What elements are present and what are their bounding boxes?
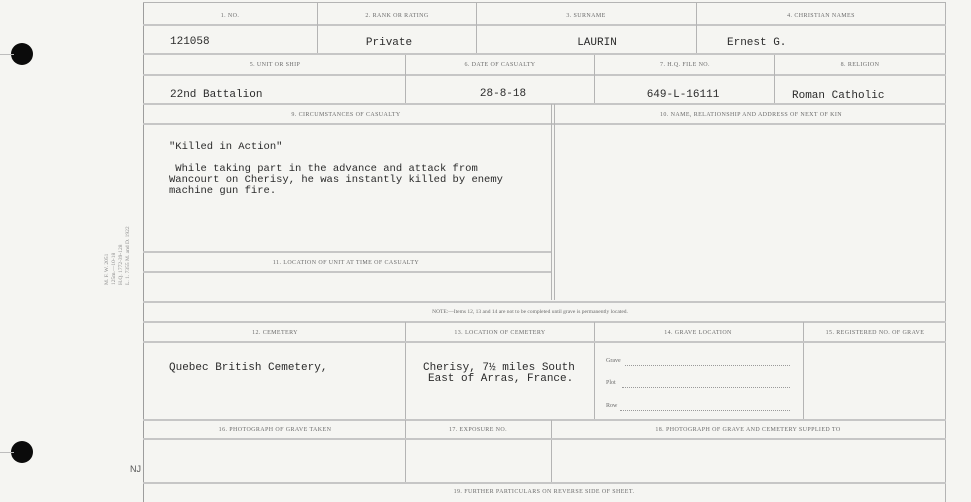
label-location-cemetery: 13. LOCATION OF CEMETERY	[454, 330, 546, 336]
label-cemetery: 12. CEMETERY	[252, 330, 298, 336]
row1-bottom	[143, 53, 946, 55]
label-next-of-kin: 10. NAME, RELATIONSHIP AND ADDRESS OF NEXT OF KIN	[660, 112, 842, 118]
margin-mark: NJ	[130, 464, 141, 474]
label-registered-grave: 15. REGISTERED NO. OF GRAVE	[825, 330, 925, 336]
row3-bottom	[143, 301, 946, 303]
label-photo-supplied: 18. PHOTOGRAPH OF GRAVE AND CEMETERY SUPPLIED TO	[655, 427, 841, 433]
side-print-2: 125m.—10-18	[111, 252, 117, 285]
row2-bottom	[143, 103, 946, 105]
note-bottom	[143, 321, 946, 323]
location-cemetery-line-2: East of Arras, France.	[428, 373, 574, 385]
row4-sep-2	[594, 322, 595, 420]
row4-sep-3	[803, 322, 804, 420]
service-number: 121058	[170, 36, 210, 48]
cemetery-value: Quebec British Cemetery,	[169, 362, 328, 374]
rank-value: Private	[365, 37, 413, 49]
row2-divider	[143, 74, 946, 76]
plot-field-line	[622, 387, 790, 388]
circumstances-line-1: While taking part in the advance and attack from	[169, 163, 478, 175]
side-print-3: H.Q. 1772-39-128	[118, 244, 124, 285]
row1-sep-1	[317, 3, 318, 53]
label-photo-grave: 16. PHOTOGRAPH OF GRAVE TAKEN	[218, 427, 332, 433]
row-field-label: Row	[606, 403, 618, 409]
side-print-1: M. F. W. 2051	[104, 253, 110, 285]
grave-field-label: Grave	[606, 358, 621, 364]
row4-bottom	[143, 419, 946, 421]
circumstances-line-2: Wancourt on Cherisy, he was instantly killed by enemy	[169, 174, 503, 186]
hq-file-value: 649-L-16111	[646, 89, 720, 101]
form-top-border	[143, 2, 946, 3]
plot-field-label: Plot	[606, 380, 616, 386]
label-circumstances: 9. CIRCUMSTANCES OF CASUALTY	[291, 112, 401, 118]
christian-names-value: Ernest G.	[727, 37, 787, 49]
note-text: NOTE:—Items 12, 13 and 14 are not to be completed until grave is permanently located.	[432, 309, 628, 315]
label-location-unit: 11. LOCATION OF UNIT AT TIME OF CASUALTY	[272, 260, 420, 266]
row2-sep-2	[594, 55, 595, 103]
margin-stub-bottom	[0, 452, 14, 453]
surname-value: LAURIN	[577, 37, 617, 49]
location-cemetery-line-1: Cherisy, 7½ miles South	[423, 362, 575, 374]
label-further-particulars: 19. FURTHER PARTICULARS ON REVERSE SIDE OF SHEET.	[453, 489, 635, 495]
punch-hole-bottom	[11, 441, 33, 463]
grave-field-line	[625, 365, 790, 366]
row1-sep-3	[696, 3, 697, 53]
label-rank: 2. RANK OR RATING	[365, 13, 429, 19]
row5-sep-1	[405, 420, 406, 482]
date-value: 28-8-18	[479, 88, 527, 100]
label-surname: 3. SURNAME	[566, 13, 606, 19]
row1-divider	[143, 24, 946, 26]
location-unit-divider	[143, 251, 551, 253]
row5-sep-2	[551, 420, 552, 482]
label-unit: 5. UNIT OR SHIP	[249, 62, 301, 68]
row2-sep-3	[774, 55, 775, 103]
unit-value: 22nd Battalion	[170, 89, 263, 101]
row1-sep-2	[476, 3, 477, 53]
row5-divider	[143, 438, 946, 440]
margin-stub-top	[0, 54, 14, 55]
form-right-border	[945, 2, 946, 502]
row4-divider	[143, 341, 946, 343]
label-exposure: 17. EXPOSURE NO.	[448, 427, 508, 433]
row5-bottom	[143, 482, 946, 484]
label-no: 1. NO.	[220, 13, 240, 19]
label-date-casualty: 6. DATE OF CASUALTY	[464, 62, 536, 68]
label-hq-file: 7. H.Q. FILE NO.	[660, 62, 710, 68]
punch-hole-top	[11, 43, 33, 65]
row-field-line	[620, 410, 790, 411]
side-print-4: L. 1. 7355 M. and D. 1922	[125, 226, 131, 285]
label-religion: 8. RELIGION	[840, 62, 880, 68]
religion-value: Roman Catholic	[792, 90, 885, 102]
row3-divider	[143, 123, 946, 125]
row2-sep-1	[405, 55, 406, 103]
label-grave-location: 14. GRAVE LOCATION	[664, 330, 732, 336]
row3-sep-b	[554, 104, 555, 300]
location-unit-divider-2	[143, 271, 551, 273]
circumstances-line-3: machine gun fire.	[169, 185, 277, 197]
row3-sep	[551, 104, 552, 300]
circumstances-title: "Killed in Action"	[169, 141, 283, 153]
row4-sep-1	[405, 322, 406, 420]
label-christian-names: 4. CHRISTIAN NAMES	[787, 13, 855, 19]
